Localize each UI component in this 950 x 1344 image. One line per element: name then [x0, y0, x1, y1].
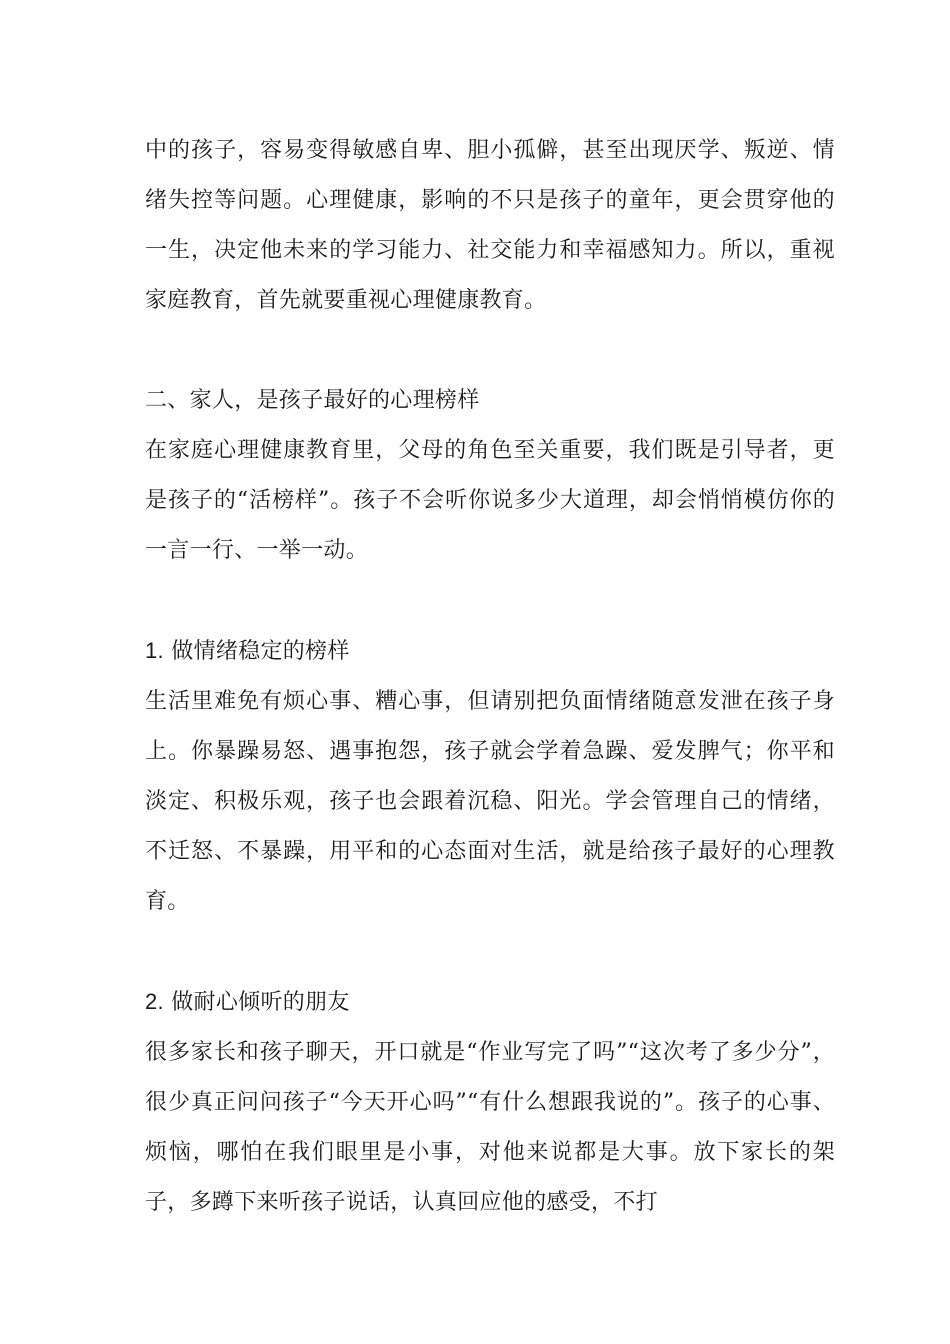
subsection-2-paragraph: 很多家长和孩子聊天，开口就是“作业写完了吗”“这次考了多少分”，很少真正问问孩子“今天开心吗”“有什么想跟我说的”。孩子的心事、烦恼，哪怕在我们眼里是小事，对他来说都是大事。放下家长的架子，多蹲下来听孩子说话，认真回应他的感受，不打 [145, 1040, 835, 1215]
paragraph-spacer [145, 927, 835, 977]
paragraph-spacer [145, 576, 835, 626]
subsection-1-title: 做情绪稳定的榜样 [171, 639, 350, 664]
section-2-heading: 二、家人，是孩子最好的心理榜样 [145, 388, 480, 413]
paragraph-spacer [145, 326, 835, 376]
subsection-2-heading [145, 977, 835, 1028]
intro-paragraph: 中的孩子，容易变得敏感自卑、胆小孤僻，甚至出现厌学、叛逆、情绪失控等问题。心理健康，影响的不只是孩子的童年，更会贯穿他的一生，决定他未来的学习能力、社交能力和幸福感知力。所以，重视家庭教育，首先就要重视心理健康教育。 [145, 138, 835, 313]
section-2-paragraph: 在家庭心理健康教育里，父母的角色至关重要，我们既是引导者，更是孩子的“活榜样”。孩子不会听你说多少大道理，却会悄悄模仿你的一言一行、一举一动。 [145, 438, 835, 563]
subsection-2-title: 做耐心倾听的朋友 [171, 990, 350, 1015]
subsection-2-number: 2. [145, 989, 164, 1014]
subsection-1-heading [145, 626, 835, 677]
subsection-1-number: 1. [145, 638, 164, 663]
document-body [145, 126, 835, 1228]
subsection-1-paragraph: 生活里难免有烦心事、糟心事，但请别把负面情绪随意发泄在孩子身上。你暴躁易怒、遇事抱怨，孩子就会学着急躁、爱发脾气；你平和淡定、积极乐观，孩子也会跟着沉稳、阳光。学会管理自己的情绪，不迁怒、不暴躁，用平和的心态面对生活，就是给孩子最好的心理教育。 [145, 689, 835, 914]
